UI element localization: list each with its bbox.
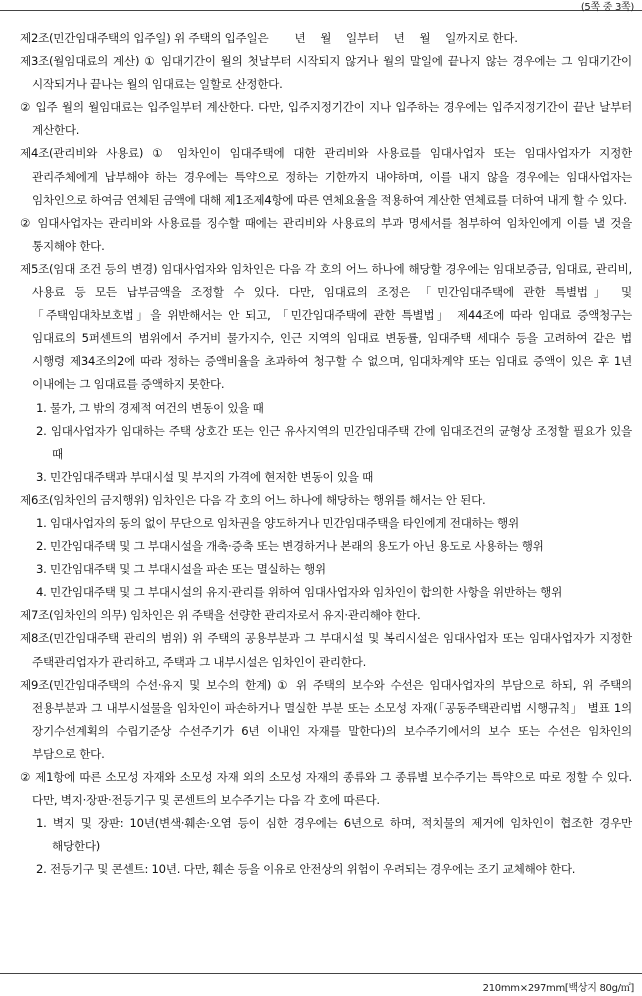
header-rule <box>0 10 642 11</box>
article-4: 제4조(관리비와 사용료) ① 임차인이 임대주택에 대한 관리비와 사용료를 임대사업자 또는 임대사업자가 지정한 관리주체에게 납부해야 하는 경우에는 특약으로 정하는 기한까지 내야하며, 이를 내지 않을 경우에는 임대사업자는 임차인으로 하여금 연체된 금액에 대해 제1조제4항에 따른 연체요율을 적용하여 계산한 연체료를 더하여 내게 할 수 있다. <box>20 146 632 207</box>
article-5-item-2: 2. 임대사업자가 임대하는 주택 상호간 또는 인근 유사지역의 민간임대주택 간에 임대조건의 균형상 조정할 필요가 있을 때 <box>36 423 632 461</box>
article-9-clause-2: ② 제1항에 따른 소모성 자재와 소모성 자재 외의 소모성 자재의 종류와 그 종류별 보수주기는 특약으로 따로 정할 수 있다. 다만, 벽지·장판·전등기구 및 콘센트의 보수주기는 다음 각 호에 따른다. <box>20 770 632 808</box>
article-9: 제9조(민간임대주택의 수선·유지 및 보수의 한계) ① 위 주택의 보수와 수선은 임대사업자의 부담으로 하되, 위 주택의 전용부분과 그 내부시설물을 임차인이 파손하거나 멸실한 부분 또는 소모성 자재(「공동주택관리법 시행규칙」 별표 1의 장기수선계획의 수립기준상 수선주기가 6년 이내인 자재를 말한다)의 보수주기에서의 보수 또는 수선은 임차인의 부담으로 한다. <box>20 677 632 761</box>
article-6-item-4: 4. 민간임대주택 및 그 부대시설의 유지·관리를 위하여 임대사업자와 임차인이 합의한 사항을 위반하는 행위 <box>36 585 563 600</box>
article-6-item-1: 1. 임대사업자의 동의 없이 무단으로 임차권을 양도하거나 민간임대주택을 타인에게 전대하는 행위 <box>36 515 519 530</box>
contract-body <box>20 27 632 881</box>
article-8: 제8조(민간임대주택 관리의 범위) 위 주택의 공용부분과 그 부대시설 및 복리시설은 임대사업자 또는 임대사업자가 지정한 주택관리업자가 관리하고, 주택과 그 내부시설은 임차인이 관리한다. <box>20 631 632 669</box>
article-3: 제3조(월임대료의 계산) ① 임대기간이 월의 첫날부터 시작되지 않거나 월의 말일에 끝나지 않는 경우에는 그 임대기간이 시작되거나 끝나는 월의 임대료는 일할로 산정한다. <box>20 54 632 92</box>
article-6-item-2: 2. 민간임대주택 및 그 부대시설을 개축·증축 또는 변경하거나 본래의 용도가 아닌 용도로 사용하는 행위 <box>36 539 544 554</box>
article-5-item-1: 1. 물가, 그 밖의 경제적 여건의 변동이 있을 때 <box>36 400 264 415</box>
article-5: 제5조(임대 조건 등의 변경) 임대사업자와 임차인은 다음 각 호의 어느 하나에 해당할 경우에는 임대보증금, 임대료, 관리비, 사용료 등 모든 납부금액을 조정할 수 있다. 다만, 임대료의 조정은 「민간임대주택에 관한 특별법」 및 「주택임대차보호법」을 위반해서는 안 되고, 「민간임대주택에 관한 특별법」 제44조에 따라 임대료 증액청구는 임대료의 5퍼센트의 범위에서 주거비 물가지수, 인근 지역의 임대료 변동률, 임대주택 세대수 등을 고려하여 같은 법 시행령 제34조의2에 따라 정하는 증액비율을 초과하여 청구할 수 없으며, 임대차계약 또는 임대료 증액이 있은 후 1년 이내에는 그 임대료를 증액하지 못한다. <box>20 261 632 392</box>
article-5-item-3: 3. 민간임대주택과 부대시설 및 부지의 가격에 현저한 변동이 있을 때 <box>36 469 374 484</box>
article-6: 제6조(임차인의 금지행위) 임차인은 다음 각 호의 어느 하나에 해당하는 행위를 해서는 안 된다. <box>20 492 486 507</box>
article-7: 제7조(임차인의 의무) 임차인은 위 주택을 선량한 관리자로서 유지·관리해야 한다. <box>20 608 421 623</box>
paper-spec: 210mm×297mm[백상지 80g/㎡] <box>482 983 634 994</box>
article-2: 제2조(민간임대주택의 입주일) 위 주택의 입주일은 년 월 일부터 년 월 일까지로 한다. <box>20 31 518 45</box>
article-4-clause-2: ② 임대사업자는 관리비와 사용료를 징수할 때에는 관리비와 사용료의 부과 명세서를 첨부하여 임차인에게 이를 낼 것을 통지해야 한다. <box>20 215 632 253</box>
article-3-clause-2: ② 입주 월의 월임대료는 입주일부터 계산한다. 다만, 입주지정기간이 지나 입주하는 경우에는 입주지정기간이 끝난 날부터 계산한다. <box>20 100 632 138</box>
article-6-item-3: 3. 민간임대주택 및 그 부대시설을 파손 또는 멸실하는 행위 <box>36 562 326 577</box>
article-9-item-2: 2. 전등기구 및 콘센트: 10년. 다만, 훼손 등을 이유로 안전상의 위험이 우려되는 경우에는 조기 교체해야 한다. <box>36 862 576 877</box>
page-indicator: (5쪽 중 3쪽) <box>580 2 634 13</box>
article-9-item-1: 1. 벽지 및 장판: 10년(변색·훼손·오염 등이 심한 경우에는 6년으로 하며, 적치물의 제거에 임차인이 협조한 경우만 해당한다) <box>36 816 632 854</box>
footer-rule <box>0 973 642 974</box>
